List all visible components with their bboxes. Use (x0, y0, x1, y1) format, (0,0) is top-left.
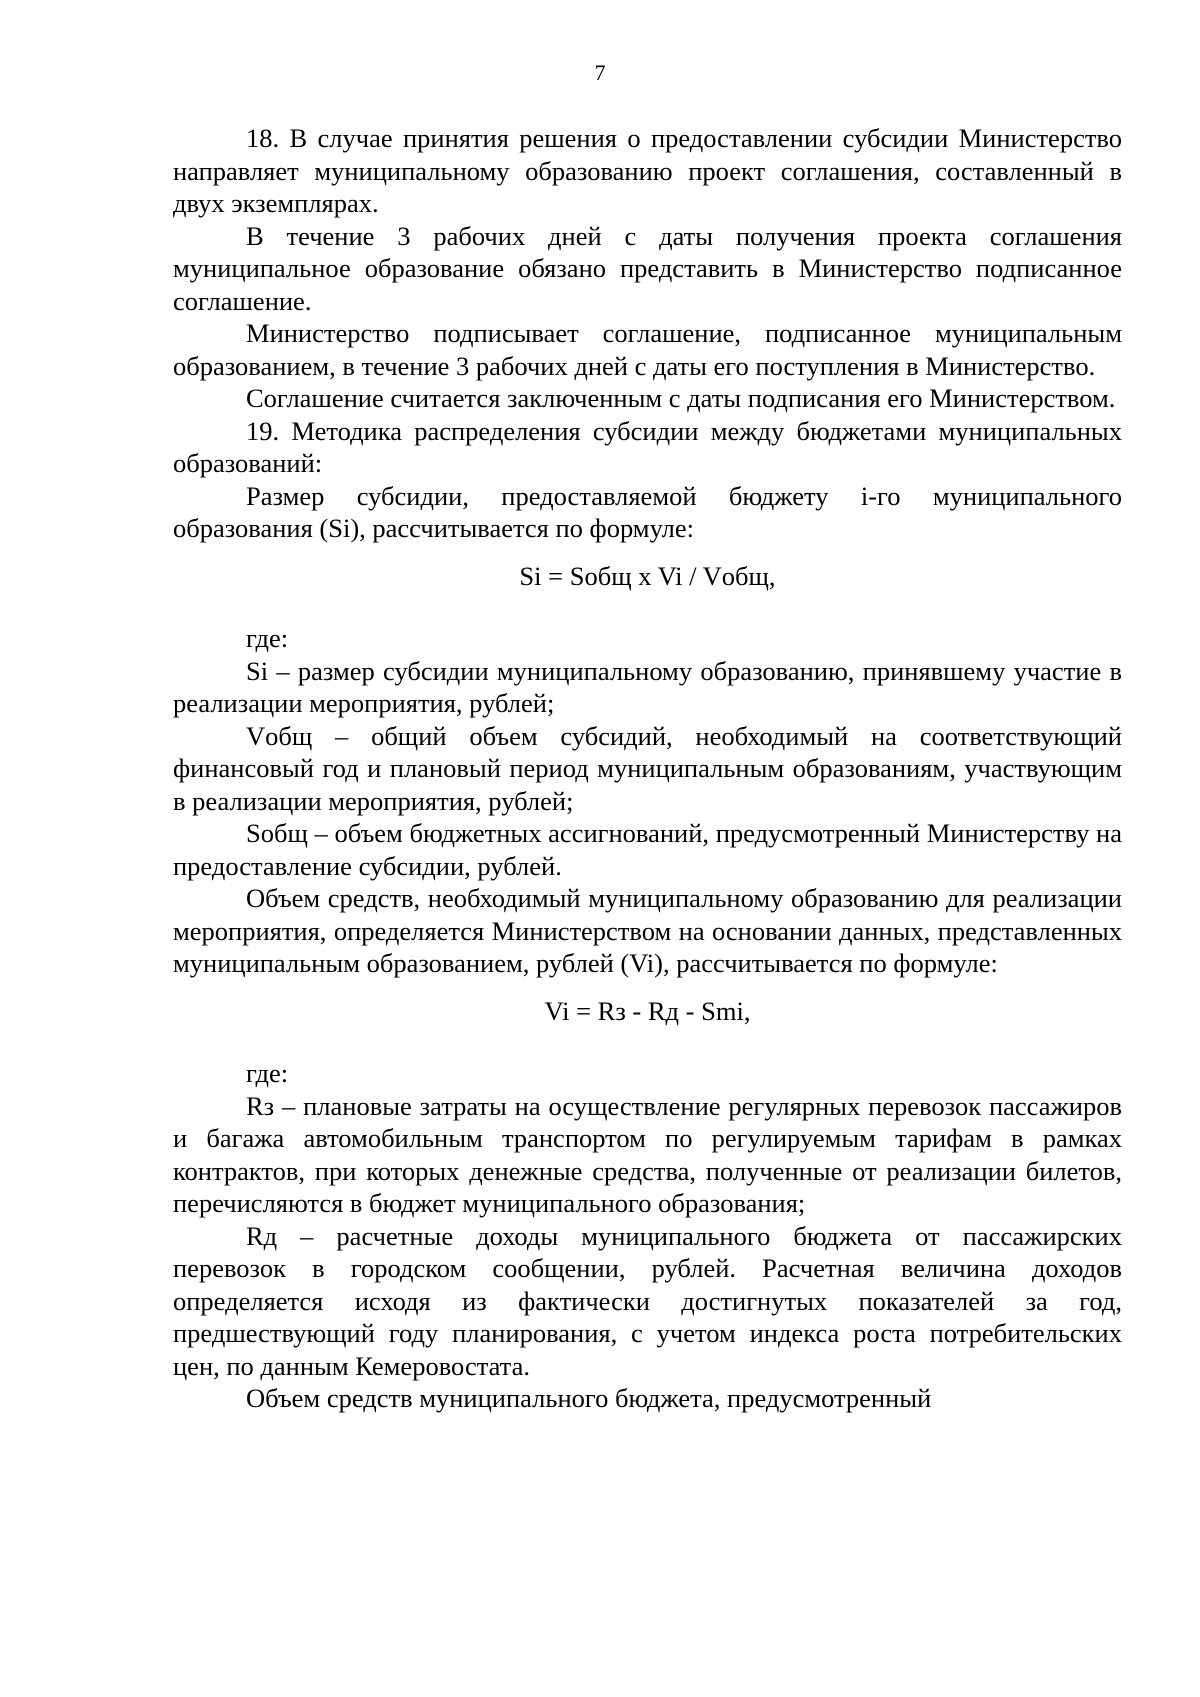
paragraph-vi-volume: Объем средств, необходимый муниципальному образованию для реализации мероприятия, определяется Министерством на основании данных, представленных муниципальным образованием, рублей (Vi), рассчитывается по формуле: (173, 883, 1122, 978)
where-label: где: (246, 623, 289, 653)
paragraph-signing-deadline: В течение 3 рабочих дней с даты получения проекта соглашения муниципальное образование обязано представить в Министерство подписанное соглашение. (173, 220, 1122, 316)
paragraph-18: 18. В случае принятия решения о предоставлении субсидии Министерство направляет муниципальному образованию проект соглашения, составленный в двух экземплярах. (173, 123, 1122, 218)
paragraph-subsidy-size: Размер субсидии, предоставляемой бюджету i-го муниципального образования (Si), рассчитывается по формуле: (173, 480, 1122, 543)
paragraph-ministry-signs: Министерство подписывает соглашение, подписанное муниципальным образованием, в течение 3 рабочих дней с даты его поступления в Министерство. (173, 318, 1122, 381)
document-body (173, 122, 1122, 1415)
where-label: где: (246, 1058, 289, 1088)
formula-si: Si = Sобщ x Vi / Vобщ, (519, 560, 776, 591)
definition-sobsch: Sобщ – объем бюджетных ассигнований, предусмотренный Министерству на предоставление субсидии, рублей. (173, 818, 1122, 881)
definition-vobsch: Vобщ – общий объем субсидий, необходимый на соответствующий финансовый год и плановый период муниципальным образованиям, участвующим в реализации мероприятия, рублей; (173, 720, 1122, 816)
paragraph-19: 19. Методика распределения субсидии между бюджетами муниципальных образований: (173, 415, 1122, 478)
definition-rd: Rд – расчетные доходы муниципального бюджета от пассажирских перевозок в городском сообщении, рублей. Расчетная величина доходов определяется исходя из фактически достигнутых показателей за год, предшествующий году планирования, с учетом индекса роста потребительских цен, по данным Кемеровостата. (173, 1220, 1122, 1381)
page-number: 7 (594, 60, 606, 85)
paragraph-agreement-concluded: Соглашение считается заключенным с даты подписания его Министерством. (246, 383, 1116, 413)
definition-si: Si – размер субсидии муниципальному образованию, принявшему участие в реализации мероприятия, рублей; (173, 655, 1122, 718)
definition-rz: Rз – плановые затраты на осуществление регулярных перевозок пассажиров и багажа автомобильным транспортом по регулируемым тарифам в рамках контрактов, при которых денежные средства, полученные от реализации билетов, перечисляются в бюджет муниципального образования; (173, 1090, 1122, 1218)
paragraph-municipal-budget-volume: Объем средств муниципального бюджета, предусмотренный (246, 1383, 932, 1413)
formula-vi: Vi = Rз - Rд - Smi, (544, 995, 751, 1026)
